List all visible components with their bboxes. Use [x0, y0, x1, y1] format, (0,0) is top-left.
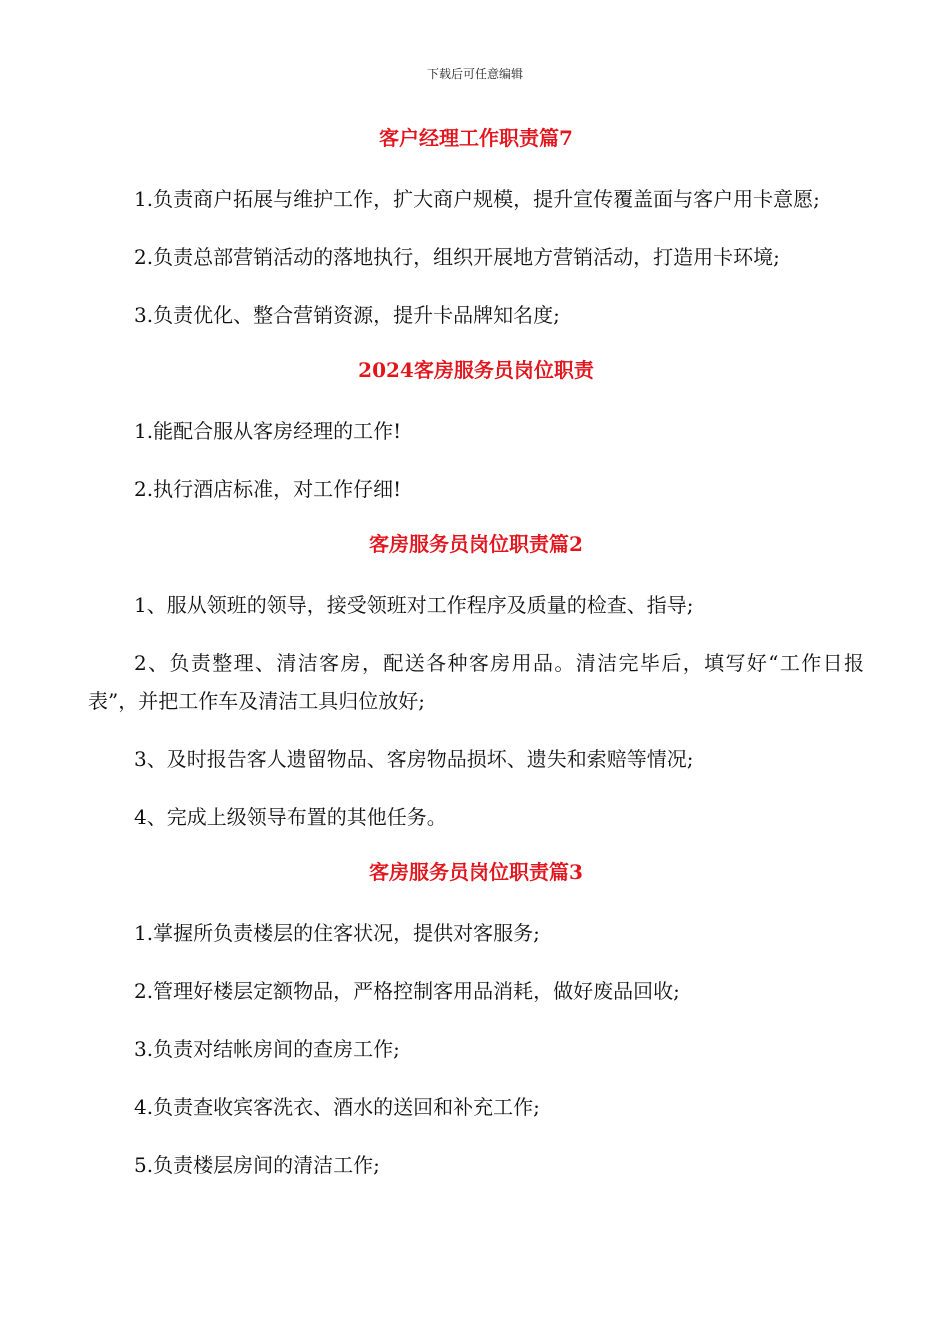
list-item: 3.负责对结帐房间的查房工作; [134, 1037, 400, 1061]
list-item: 2、负责整理、清洁客房，配送各种客房用品。清洁完毕后，填写好“工作日报表”，并把工作车及清洁工具归位放好; [88, 651, 864, 713]
section-room-attendant-3 [88, 856, 864, 1184]
section-title: 客房服务员岗位职责篇2 [369, 532, 583, 556]
section-room-attendant-2024 [88, 354, 864, 508]
section-title: 客户经理工作职责篇7 [379, 126, 573, 150]
list-item: 2.管理好楼层定额物品，严格控制客用品消耗，做好废品回收; [134, 979, 680, 1003]
list-item: 1.掌握所负责楼层的住客状况，提供对客服务; [134, 921, 540, 945]
list-item: 1.负责商户拓展与维护工作，扩大商户规模，提升宣传覆盖面与客户用卡意愿; [134, 187, 820, 211]
list-item: 3、及时报告客人遗留物品、客房物品损坏、遗失和索赔等情况; [134, 747, 694, 771]
list-item: 1.能配合服从客房经理的工作! [134, 419, 402, 443]
section-title: 客房服务员岗位职责篇3 [369, 860, 583, 884]
list-item: 5.负责楼层房间的清洁工作; [134, 1153, 380, 1177]
list-item: 2.执行酒店标准，对工作仔细! [134, 477, 402, 501]
section-customer-manager [88, 122, 864, 334]
list-item: 4、完成上级领导布置的其他任务。 [134, 805, 447, 829]
document-body [88, 122, 864, 1204]
section-room-attendant-2 [88, 528, 864, 836]
list-item: 3.负责优化、整合营销资源，提升卡品牌知名度; [134, 303, 560, 327]
section-title: 2024客房服务员岗位职责 [358, 358, 594, 382]
list-item: 1、服从领班的领导，接受领班对工作程序及质量的检查、指导; [134, 593, 694, 617]
list-item: 2.负责总部营销活动的落地执行，组织开展地方营销活动，打造用卡环境; [134, 245, 780, 269]
list-item: 4.负责查收宾客洗衣、酒水的送回和补充工作; [134, 1095, 540, 1119]
page-header-note: 下载后可任意编辑 [426, 67, 523, 81]
